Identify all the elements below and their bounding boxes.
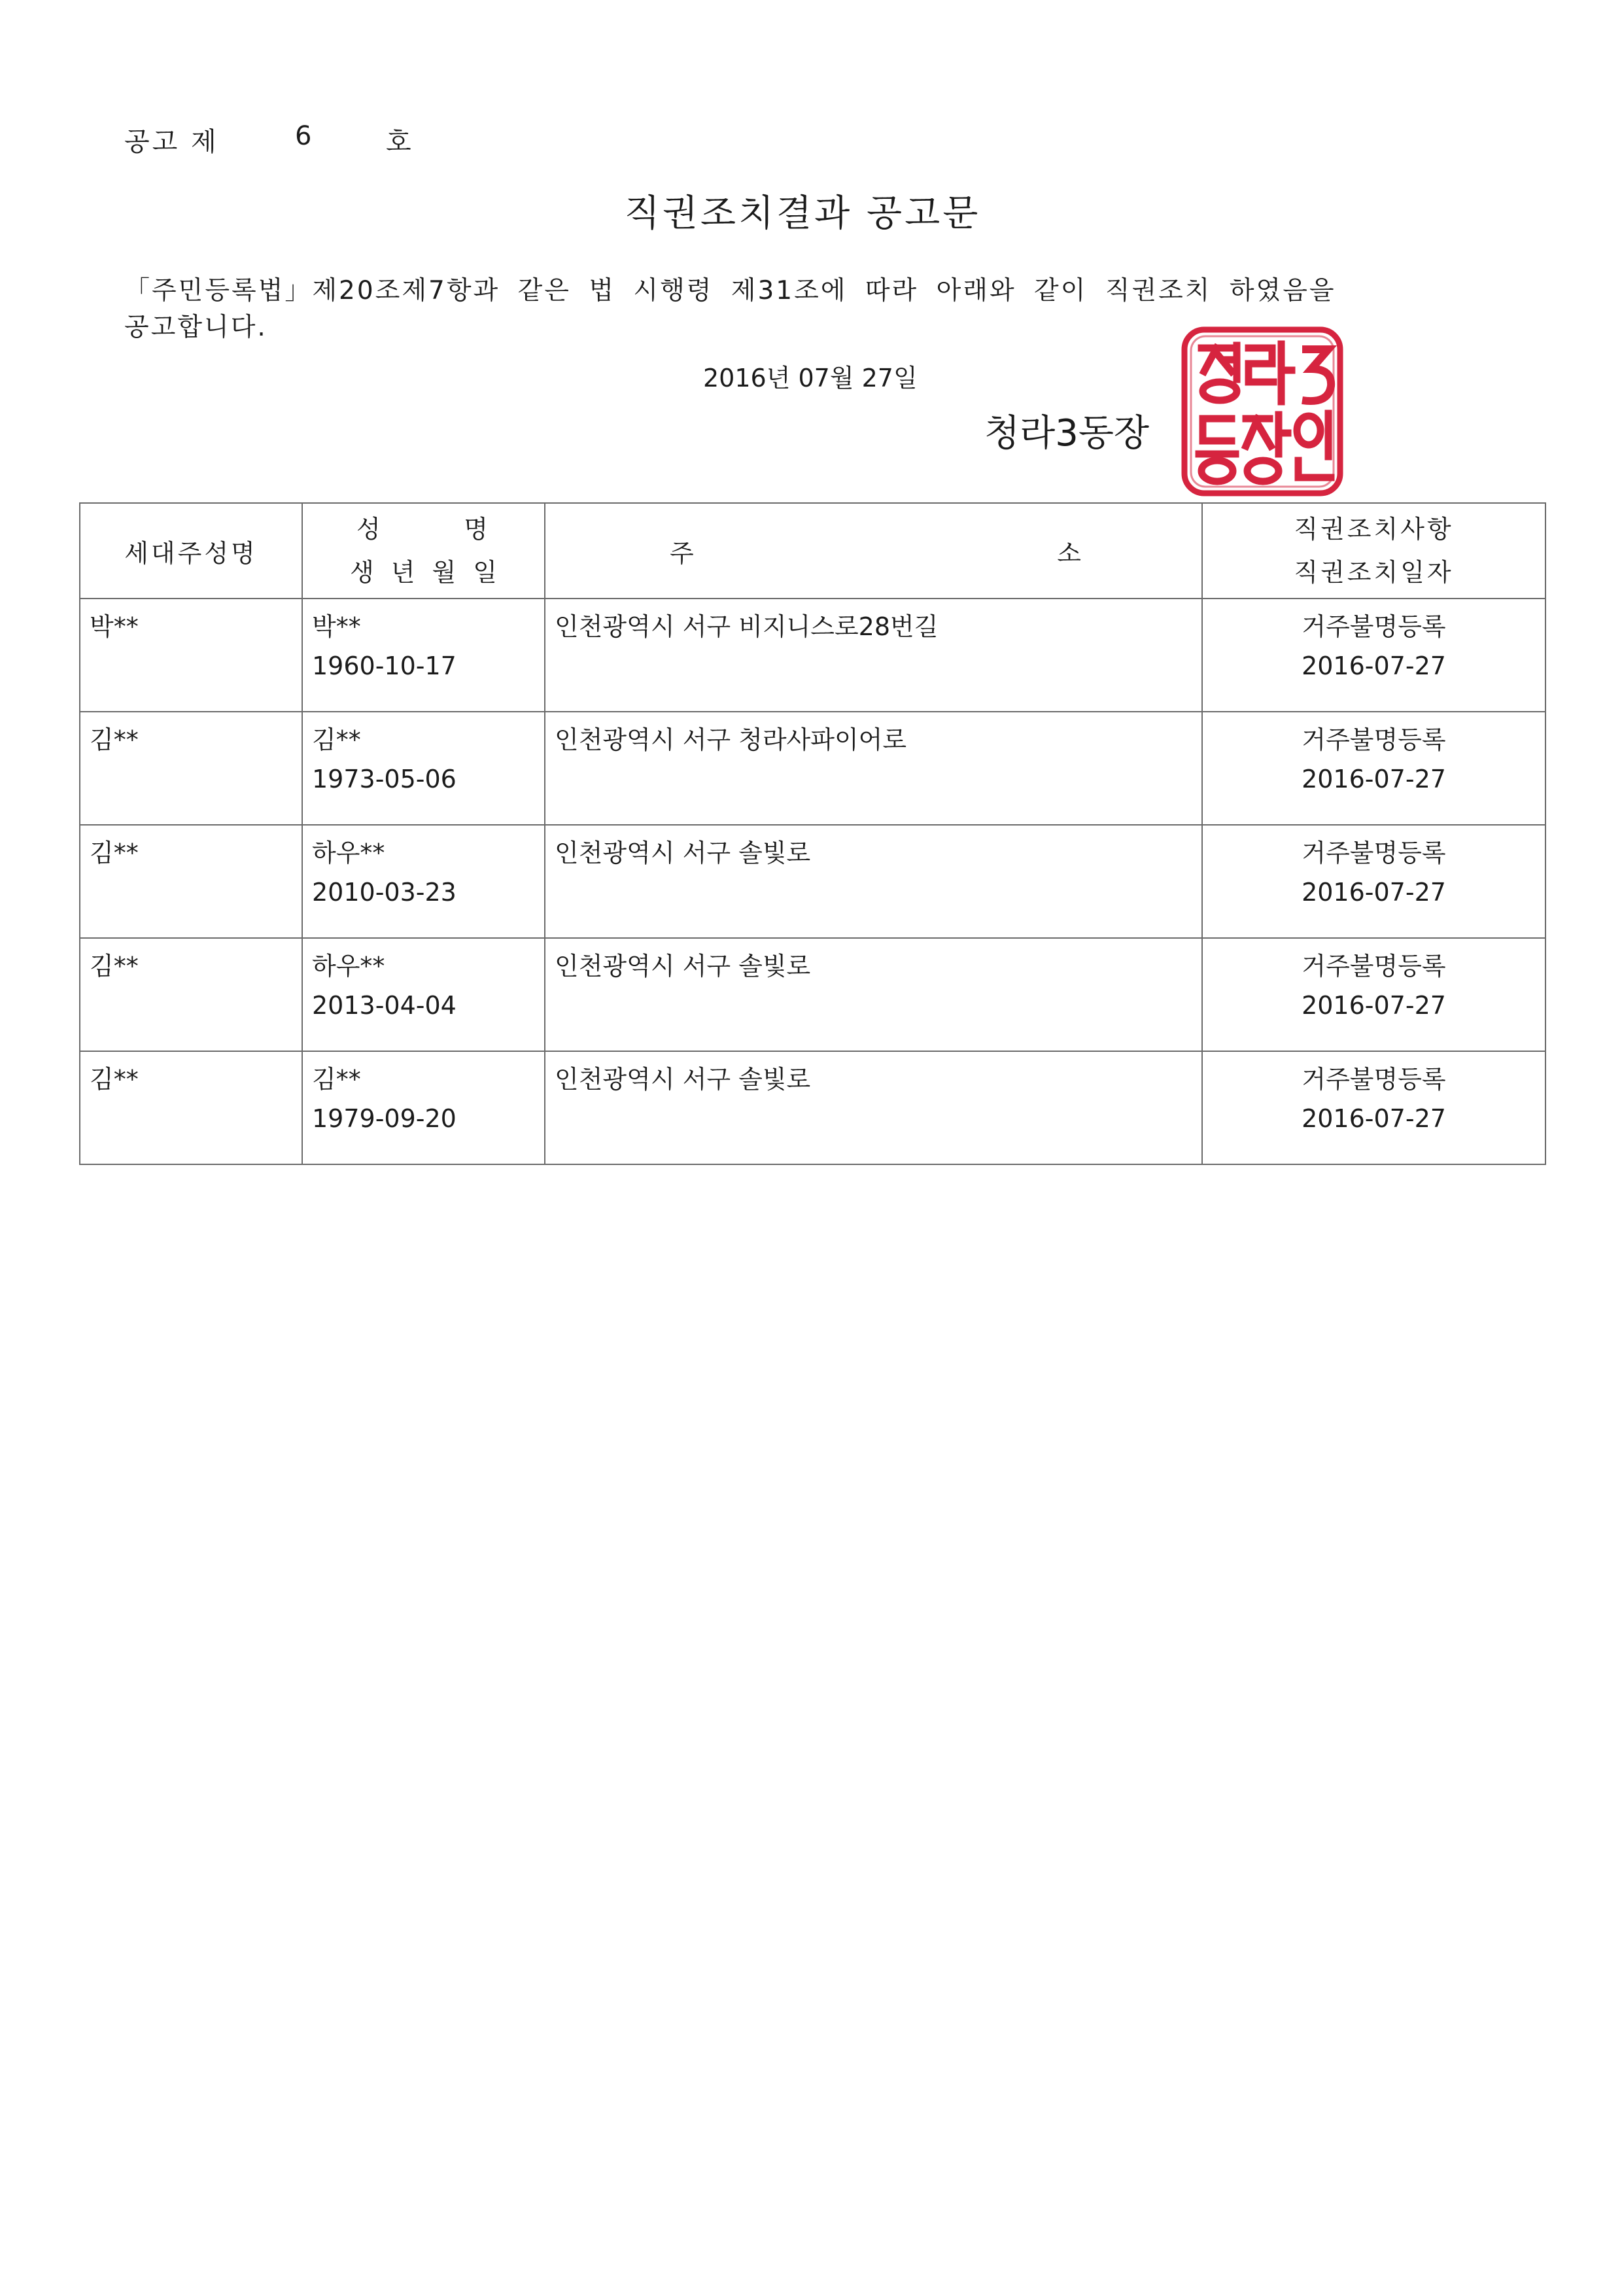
header-name-birth <box>302 503 545 599</box>
birth-date: 2013-04-04 <box>312 991 457 1020</box>
header-action-item: 직권조치사항 <box>1294 515 1454 544</box>
action-cell <box>1202 712 1545 825</box>
name-birth-cell <box>302 1051 545 1164</box>
birth-date: 2010-03-23 <box>312 878 457 907</box>
action-type: 거주불명등록 <box>1302 1065 1446 1094</box>
action-date: 2016-07-27 <box>1302 1104 1446 1133</box>
householder-cell: 박** <box>80 599 302 712</box>
table-header-row <box>80 503 1545 599</box>
name-birth-cell <box>302 938 545 1051</box>
address-cell: 인천광역시 서구 솔빛로 <box>545 1051 1202 1164</box>
action-type: 거주불명등록 <box>1302 725 1446 754</box>
householder-cell: 김** <box>80 1051 302 1164</box>
action-cell <box>1202 1051 1545 1164</box>
header-action-date: 직권조치일자 <box>1294 558 1454 587</box>
notice-number-value: 6 <box>295 121 315 151</box>
action-type: 거주불명등록 <box>1302 952 1446 981</box>
table-row <box>80 1051 1545 1164</box>
resident-name: 하우** <box>312 839 385 867</box>
action-cell <box>1202 599 1545 712</box>
action-cell <box>1202 825 1545 938</box>
name-birth-cell <box>302 712 545 825</box>
issuer-name: 청라3동장 <box>984 412 1150 455</box>
birth-date: 1973-05-06 <box>312 765 457 793</box>
resident-name: 박** <box>312 612 361 641</box>
notice-number-prefix: 공고 제 <box>124 127 219 157</box>
action-date: 2016-07-27 <box>1302 991 1446 1020</box>
action-date: 2016-07-27 <box>1302 652 1446 680</box>
header-householder: 세대주성명 <box>80 503 302 599</box>
action-result-table <box>79 502 1546 1165</box>
header-birth: 생년월일 <box>350 558 514 587</box>
action-date: 2016-07-27 <box>1302 878 1446 907</box>
address-cell: 인천광역시 서구 솔빛로 <box>545 825 1202 938</box>
resident-name: 김** <box>312 1065 361 1094</box>
table-row <box>80 825 1545 938</box>
birth-date: 1960-10-17 <box>312 652 457 680</box>
document-title: 직권조치결과 공고문 <box>624 192 981 235</box>
householder-cell: 김** <box>80 712 302 825</box>
householder-cell: 김** <box>80 825 302 938</box>
householder-cell: 김** <box>80 938 302 1051</box>
resident-name: 하우** <box>312 952 385 981</box>
header-action <box>1202 503 1545 599</box>
address-cell: 인천광역시 서구 비지니스로28번길 <box>545 599 1202 712</box>
action-date: 2016-07-27 <box>1302 765 1446 793</box>
table-row <box>80 712 1545 825</box>
table-row <box>80 938 1545 1051</box>
table-row <box>80 599 1545 712</box>
notice-number <box>0 121 432 160</box>
action-type: 거주불명등록 <box>1302 612 1446 641</box>
name-birth-cell <box>302 599 545 712</box>
header-name: 성 명 <box>356 515 491 544</box>
header-address: 주 소 <box>545 503 1202 599</box>
resident-name: 김** <box>312 725 361 754</box>
address-cell: 인천광역시 서구 청라사파이어로 <box>545 712 1202 825</box>
document-date: 2016년 07월 27일 <box>703 364 918 392</box>
official-seal-stamp <box>1181 326 1344 497</box>
notice-number-suffix: 호 <box>386 127 414 157</box>
action-type: 거주불명등록 <box>1302 839 1446 867</box>
action-cell <box>1202 938 1545 1051</box>
name-birth-cell <box>302 825 545 938</box>
body-text-line-1: 「주민등록법」제20조제7항과 같은 법 시행령 제31조에 따라 아래와 같이 직권조치 하였음을 <box>124 276 1336 305</box>
birth-date: 1979-09-20 <box>312 1104 457 1133</box>
address-cell: 인천광역시 서구 솔빛로 <box>545 938 1202 1051</box>
body-text-line-2: 공고합니다. <box>124 313 268 342</box>
